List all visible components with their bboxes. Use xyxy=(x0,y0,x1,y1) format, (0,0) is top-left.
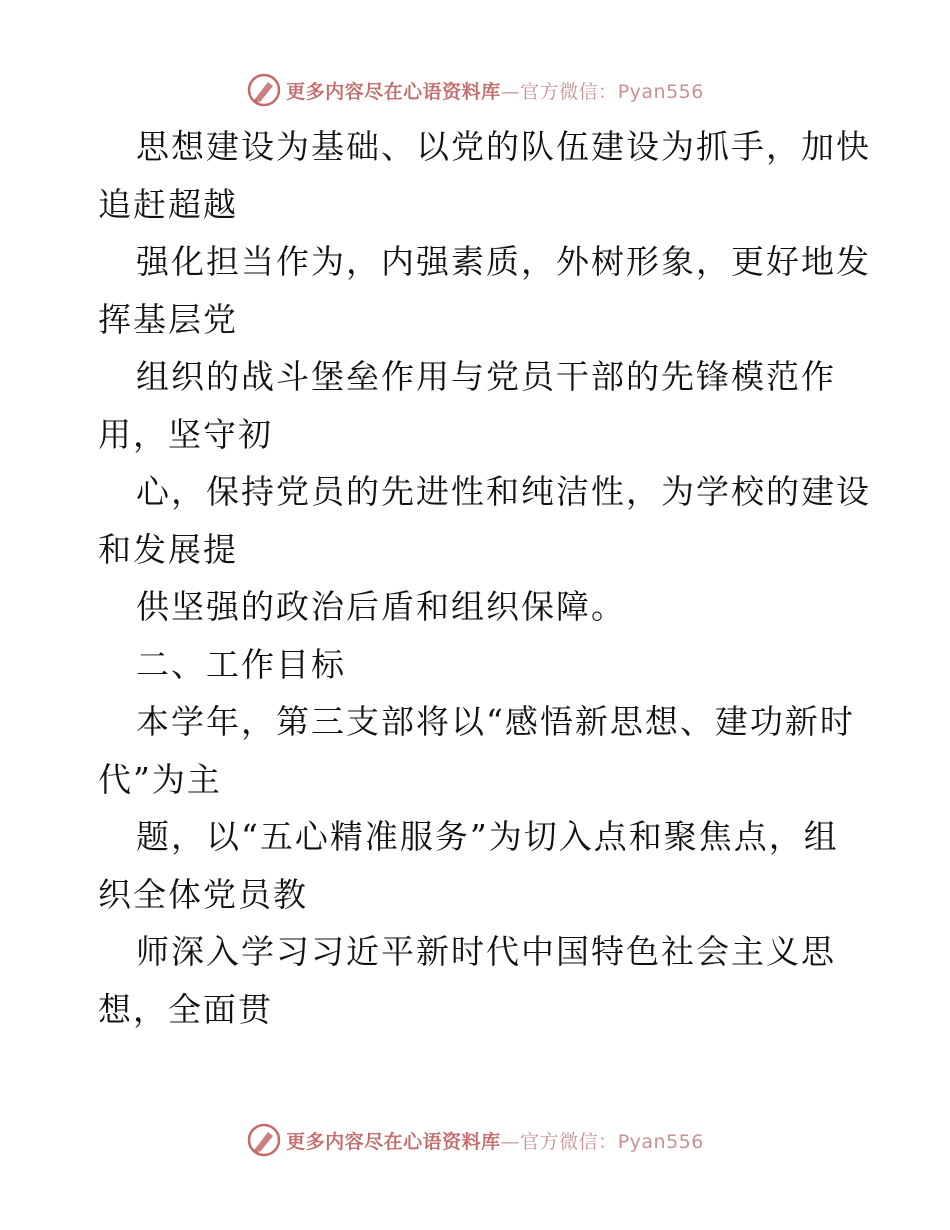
text-line: 组织的战斗堡垒作用与党员干部的先锋模范作 xyxy=(136,357,836,396)
watermark-wechat-label: 官方微信： xyxy=(520,1130,618,1153)
text-line: 本学年，第三支部将以“感悟新思想、建功新时 xyxy=(136,702,855,741)
text-line: 和发展提 xyxy=(98,529,238,569)
text-line: 思想建设为基础、以党的队伍建设为抓手，加快 xyxy=(136,127,871,166)
watermark-dash: — xyxy=(500,1130,521,1153)
text-line: 代”为主 xyxy=(98,759,222,799)
text-line: 心，保持党员的先进性和纯洁性，为学校的建设 xyxy=(136,472,871,511)
text-line: 挥基层党 xyxy=(98,299,238,339)
watermark-wechat-id: Pyan556 xyxy=(617,1130,704,1153)
text-line: 师深入学习习近平新时代中国特色社会主义思 xyxy=(136,932,836,971)
document-body xyxy=(98,118,871,1038)
footer-watermark xyxy=(0,1120,950,1160)
text-line: 强化担当作为，内强素质，外树形象，更好地发 xyxy=(136,242,871,281)
watermark-main: 更多内容尽在心语资料库 xyxy=(286,80,501,103)
watermark-text xyxy=(286,1127,704,1154)
text-line: 追赶超越 xyxy=(98,184,238,224)
text-line: 织全体党员教 xyxy=(98,874,308,914)
watermark-dash: — xyxy=(500,80,521,103)
watermark-wechat-label: 官方微信： xyxy=(520,80,618,103)
text-line: 二、工作目标 xyxy=(136,644,346,684)
pen-logo-icon xyxy=(246,72,282,108)
pen-logo-icon xyxy=(246,1122,282,1158)
text-line: 想，全面贯 xyxy=(98,989,273,1029)
watermark-main: 更多内容尽在心语资料库 xyxy=(286,1130,501,1153)
text-line: 供坚强的政治后盾和组织保障。 xyxy=(136,587,626,626)
text-line: 用，坚守初 xyxy=(98,414,273,454)
header-watermark xyxy=(0,70,950,110)
watermark-text xyxy=(286,77,704,104)
text-line: 题，以“五心精准服务”为切入点和聚焦点，组 xyxy=(136,817,839,856)
watermark-wechat-id: Pyan556 xyxy=(617,80,704,103)
